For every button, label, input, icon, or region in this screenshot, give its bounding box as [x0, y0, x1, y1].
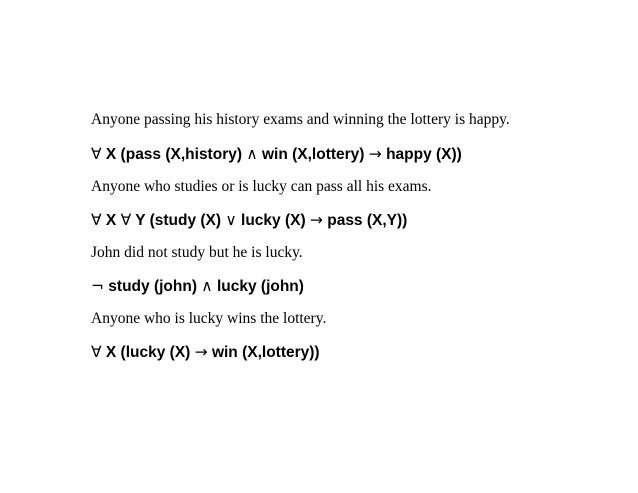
- formula-2: [91, 211, 407, 230]
- sentence-3: John did not study but he is lucky.: [91, 244, 303, 261]
- formula-text: Y (study (X): [131, 212, 226, 229]
- formula-3: [91, 277, 304, 296]
- formula-text: study (john): [104, 278, 202, 295]
- logic-symbol: ∀: [91, 343, 102, 361]
- logic-symbol: →: [194, 343, 208, 361]
- formula-text: lucky (john): [212, 278, 304, 295]
- logic-symbol: ∀: [120, 211, 132, 229]
- logic-symbol: ∧: [246, 145, 258, 163]
- formula-4: [91, 343, 320, 362]
- formula-text: win (X,lottery)): [207, 344, 320, 361]
- logic-symbol: ∨: [225, 211, 237, 229]
- formula-text: X: [101, 212, 121, 229]
- formula-text: pass (X,Y)): [322, 212, 408, 229]
- formula-text: happy (X)): [381, 146, 462, 163]
- sentence-4: Anyone who is lucky wins the lottery.: [91, 310, 327, 327]
- logic-symbol: ∧: [201, 277, 213, 295]
- formula-1: [91, 145, 462, 164]
- formula-text: X (pass (X,history): [101, 146, 247, 163]
- formula-text: lucky (X): [236, 212, 310, 229]
- logic-symbol: ¬: [91, 277, 104, 295]
- logic-symbol: →: [309, 211, 323, 229]
- logic-symbol: ∀: [91, 145, 102, 163]
- sentence-1: Anyone passing his history exams and winning the lottery is happy.: [91, 111, 510, 128]
- logic-symbol: ∀: [91, 211, 102, 229]
- sentence-2: Anyone who studies or is lucky can pass all his exams.: [91, 178, 432, 195]
- formula-text: X (lucky (X): [101, 344, 195, 361]
- formula-text: win (X,lottery): [257, 146, 369, 163]
- logic-symbol: →: [368, 145, 382, 163]
